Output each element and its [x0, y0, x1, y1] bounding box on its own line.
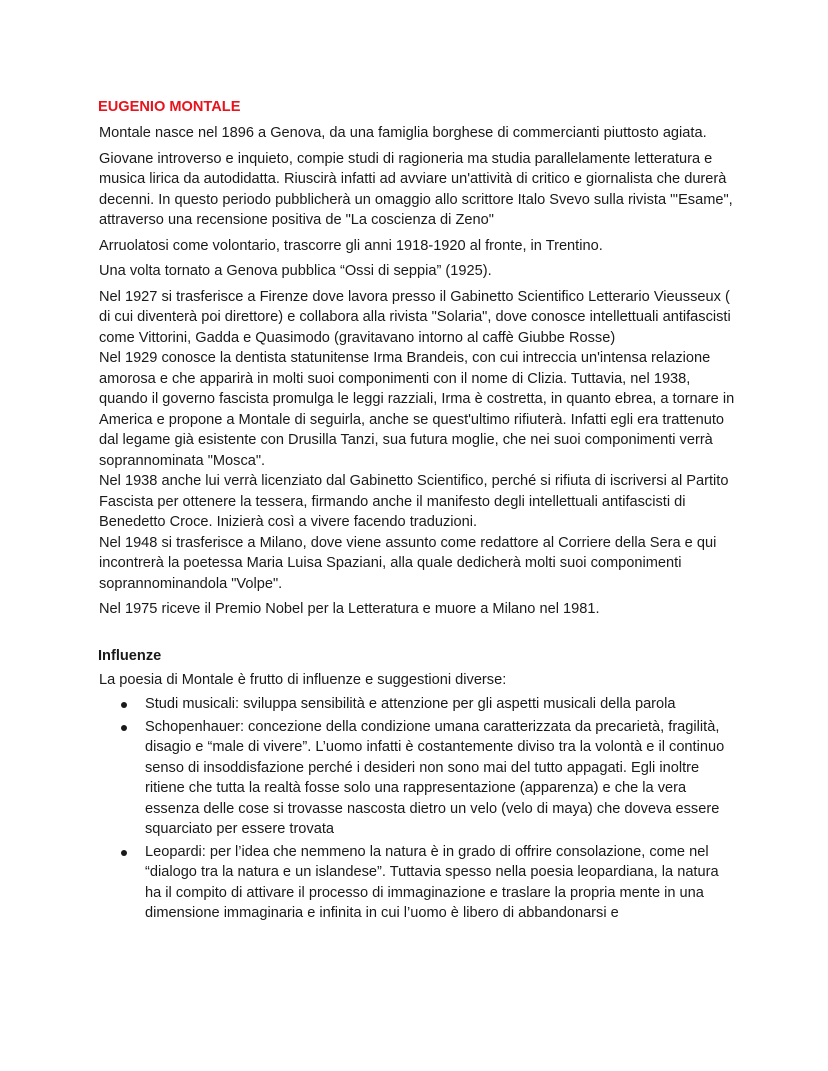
paragraph-ossi-di-seppia: Una volta tornato a Genova pubblica “Ossi di seppia” (1925). [99, 263, 492, 279]
document-title: EUGENIO MONTALE [98, 99, 241, 115]
list-item-studi-musicali [145, 694, 738, 715]
paragraph-nobel: Nel 1975 riceve il Premio Nobel per la Letteratura e muore a Milano nel 1981. [99, 601, 600, 617]
influences-list [98, 694, 738, 924]
list-item-text: Leopardi: per l’idea che nemmeno la natura è in grado di offrire consolazione, come nel “dialogo tra la natura e un islandese”. Tuttavia spesso nella poesia leopardiana, la natura ha il compito di attivare il processo di immaginazione e traslare la propria mente in una dimensione immaginaria e infinita in cui l’uomo è libero di abbandonarsi e [145, 843, 719, 921]
document-body [98, 97, 738, 926]
section-intro: La poesia di Montale è frutto di influenze e suggestioni diverse: [99, 671, 507, 688]
paragraph-war: Arruolatosi come volontario, trascorre gli anni 1918-1920 al fronte, in Trentino. [99, 237, 603, 254]
paragraph-licenziato: Nel 1938 anche lui verrà licenziato dal Gabinetto Scientifico, perché si rifiuta di iscriversi al Partito Fascista per ottenere la tessera, firmando anche il manifesto degli intellettuali antifascisti di Benedetto Croce. Inizierà così a vivere facendo traduzioni. [99, 473, 729, 530]
list-item-schopenhauer [145, 717, 738, 840]
paragraph-youth: Giovane introverso e inquieto, compie studi di ragioneria ma studia parallelamente letteratura e musica lirica da autodidatta. Riuscirà infatti ad avviare un'attività di critico e giornalista che durerà decenni. In questo periodo pubblicherà un omaggio allo scrittore Italo Svevo sulla rivista "'Esame", attraverso una recensione positiva de "La coscienza di Zeno" [99, 150, 733, 228]
section-heading-influenze: Influenze [98, 647, 162, 664]
paragraph-firenze: Nel 1927 si trasferisce a Firenze dove lavora presso il Gabinetto Scientifico Letterario Vieusseux ( di cui diventerà poi direttore) e collabora alla rivista "Solaria", dove conosce intellettuali antifascisti come Vittorini, Gadda e Quasimodo (gravitavano intorno al caffè Giubbe Rosse) [99, 288, 731, 346]
list-item-text: Studi musicali: sviluppa sensibilità e attenzione per gli aspetti musicali della parola [145, 696, 676, 712]
bullet-icon [121, 725, 127, 731]
list-item-text: Schopenhauer: concezione della condizione umana caratterizzata da precarietà, fragilità, disagio e “male di vivere”. L’uomo infatti è costantemente diviso tra la volontà e il continuo senso di insoddisfazione perché i desideri non sono mai del tutto appagati. Egli inoltre ritiene che tutta la realtà fosse solo una rappresentazione (apparenza) e che la vera essenza delle cose si trovasse nascosta dietro un velo (velo di maya) che doveva essere squarciato per essere trovata [145, 718, 725, 837]
paragraph-irma-brandeis: Nel 1929 conosce la dentista statunitense Irma Brandeis, con cui intreccia un'intensa relazione amorosa e che apparirà in molti suoi componimenti con il nome di Clizia. Tuttavia, nel 1938, quando il governo fascista promulga le leggi razziali, Irma è costretta, in quanto ebrea, a tornare in America e propone a Montale di seguirla, anche se quest'ultimo rifiuterà. Infatti egli era trattenuto dal legame già esistente con Drusilla Tanzi, sua futura moglie, che nei suoi componimenti verrà soprannominata "Mosca". [99, 350, 735, 469]
paragraph-milano: Nel 1948 si trasferisce a Milano, dove viene assunto come redattore al Corriere della Sera e qui incontrerà la poetessa Maria Luisa Spaziani, alla quale dedicherà molti suoi componimenti soprannominandola "Volpe". [99, 534, 717, 592]
bullet-icon [121, 850, 127, 856]
bullet-icon [121, 702, 127, 708]
list-item-leopardi [145, 842, 738, 924]
paragraph-birth: Montale nasce nel 1896 a Genova, da una famiglia borghese di commercianti piuttosto agiata. [99, 125, 707, 141]
